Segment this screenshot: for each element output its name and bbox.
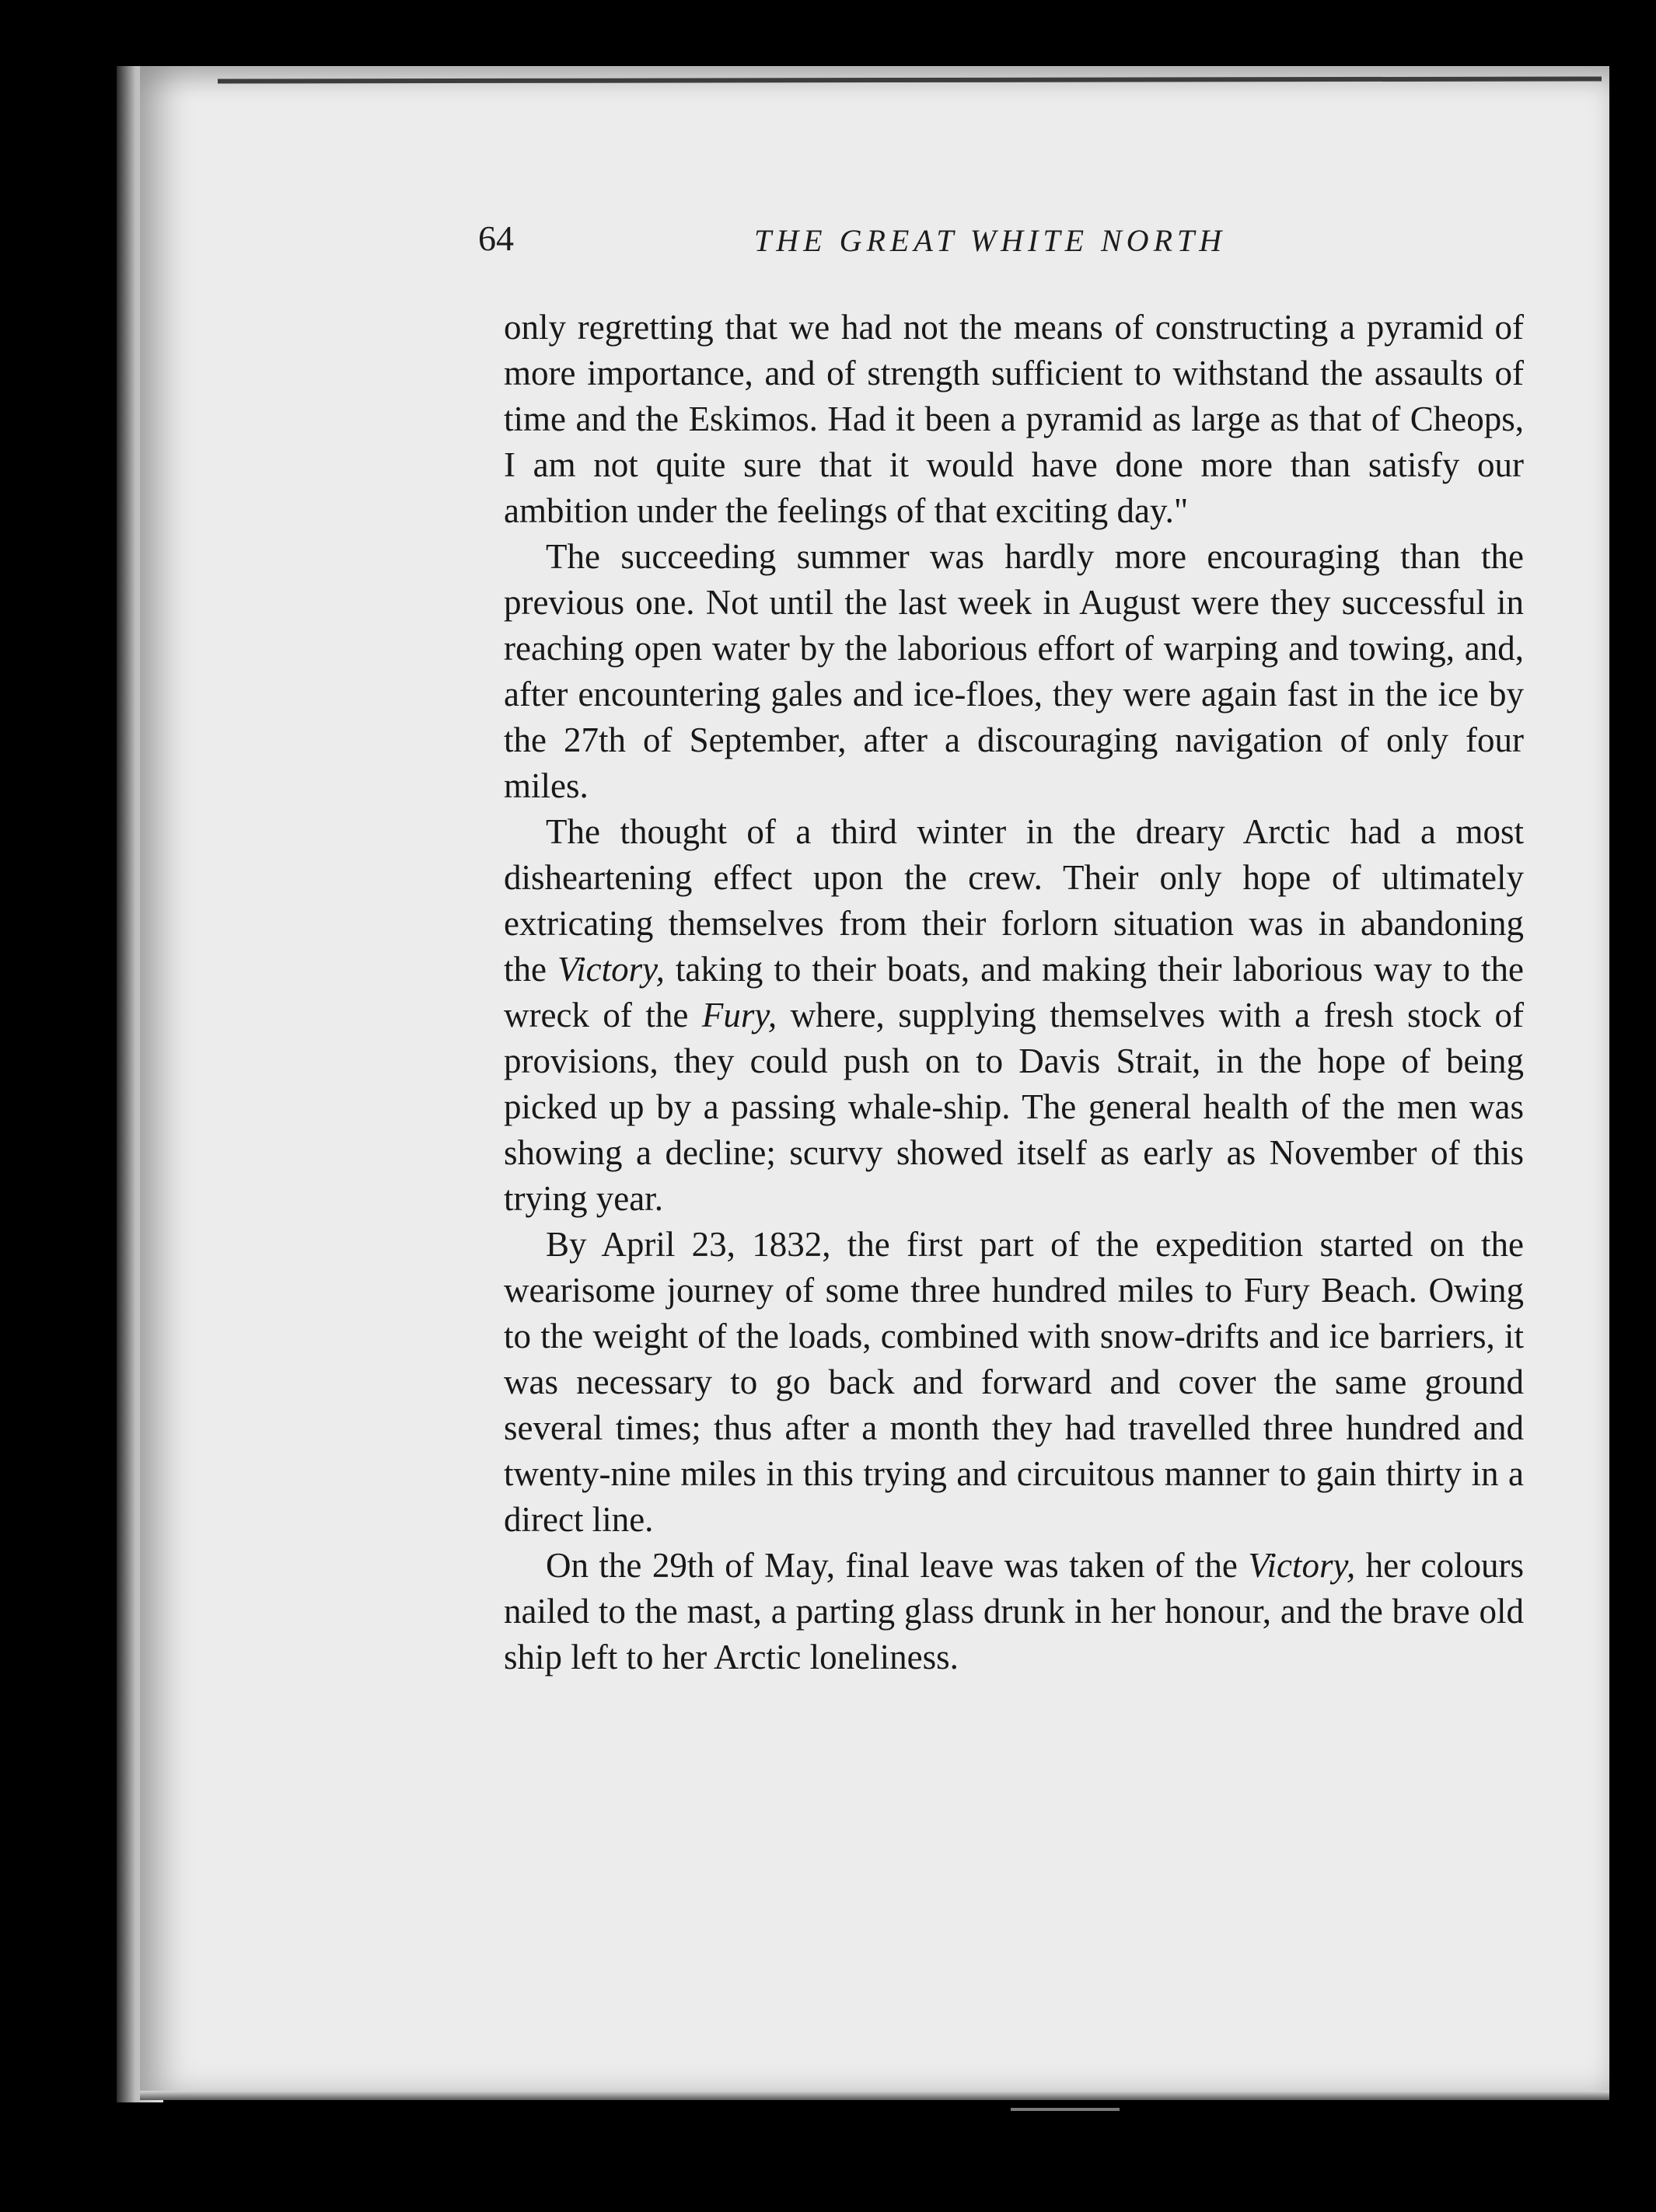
paragraph-2: The succeeding summer was hardly more encouraging than the previous one. Not until the last week in August were they successful in reaching open water by the laborious effort of warping and towing, and, after encountering gales and ice-floes, they were again fast in the ice by the 27th of September, after a discouraging navigation of only four miles.: [504, 537, 1524, 805]
running-title: THE GREAT WHITE NORTH: [754, 223, 1227, 258]
paragraph-5-text-a: On the 29th of May, final leave was taken of the: [546, 1546, 1249, 1585]
paragraph-5: [504, 1543, 1524, 1680]
ship-name-victory: Victory,: [1248, 1546, 1356, 1585]
ship-name-victory: Victory,: [557, 950, 665, 989]
paragraph-1: only regretting that we had not the means of constructing a pyramid of more importance, and of strength sufficient to withstand the assaults of time and the Eskimos. Had it been a pyramid as large as that of Cheops, I am not quite sure that it would have done more than satisfy our ambition under the feelings of that exciting day.": [504, 308, 1524, 530]
paragraph-3-text-a: The thought of a third winter in the dreary Arctic had a most disheartening effect upon the crew. Their only hope of ultimately extricating themselves from their forlorn situation was in abandoning the: [504, 812, 1524, 989]
paragraph-3-text-c: where, supplying themselves with a fresh stock of provisions, they could push on to Davis Strait, in the hope of being picked up by a passing whale-ship. The general health of the men was showing a decline; scurvy showed itself as early as November of this trying year.: [504, 996, 1524, 1218]
page-number: 64: [478, 218, 514, 258]
body-text: [504, 305, 1524, 1680]
paragraph-5-text-b: her colours nailed to the mast, a parting glass drunk in her honour, and the brave old ship left to her Arctic loneliness.: [504, 1546, 1524, 1676]
paragraph-3-text-b: taking to their boats, and making their laborious way to the wreck of the: [504, 950, 1524, 1034]
bottom-page-edge: [140, 2091, 1609, 2100]
paragraph-4: By April 23, 1832, the first part of the expedition started on the wearisome journey of some three hundred miles to Fury Beach. Owing to the weight of the loads, combined with snow-drifts and ice barriers, it was necessary to go back and forward and cover the same ground several times; thus after a month they had travelled three hundred and twenty-nine miles in this trying and circuitous manner to gain thirty in a direct line.: [504, 1225, 1524, 1539]
running-head: [478, 218, 1528, 272]
bottom-mark: [1011, 2108, 1120, 2111]
ship-name-fury: Fury,: [701, 996, 777, 1034]
paragraph-3: [504, 809, 1524, 1222]
